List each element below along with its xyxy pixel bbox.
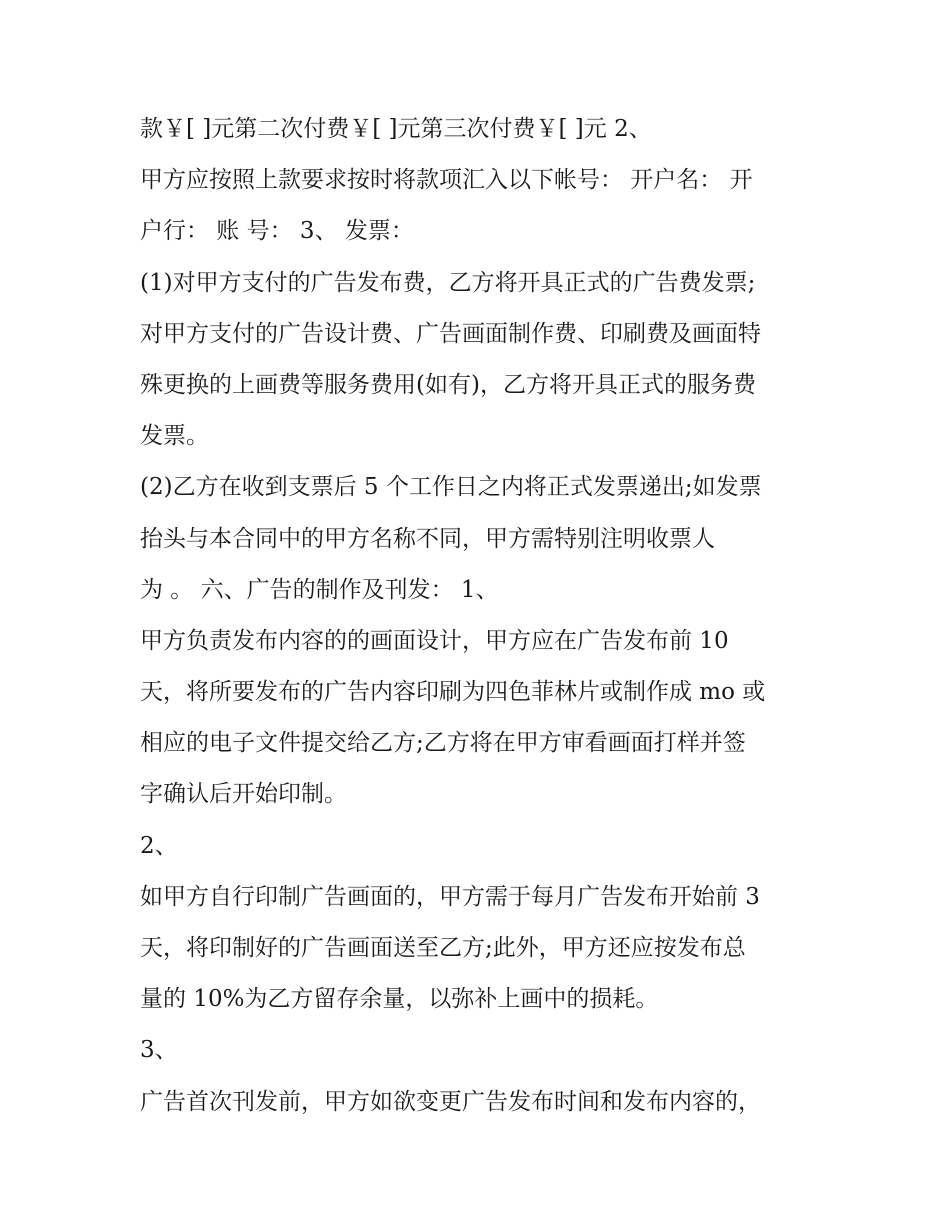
text-line: (1)对甲方支付的广告发布费，乙方将开具正式的广告费发票; — [140, 269, 756, 296]
text-line: 户行： 账 号： 3、 发票： — [140, 218, 414, 245]
text-line: (2)乙方在收到支票后 5 个工作日之内将正式发票递出;如发票 — [140, 474, 762, 501]
text-line: 为 。 六、广告的制作及刊发： 1、 — [140, 576, 499, 603]
text-line: 殊更换的上画费等服务费用(如有)，乙方将开具正式的服务费 — [140, 371, 756, 398]
text-line: 天，将所要发布的广告内容印刷为四色菲林片或制作成 mo 或 — [140, 679, 766, 706]
text-line: 量的 10%为乙方留存余量，以弥补上画中的损耗。 — [140, 986, 659, 1013]
text-line: 广告首次刊发前，甲方如欲变更广告发布时间和发布内容的， — [140, 1088, 761, 1115]
text-line: 3、 — [140, 1037, 178, 1064]
text-line: 甲方负责发布内容的的画面设计，甲方应在广告发布前 10 — [140, 627, 729, 654]
text-line: 款￥[ ]元第二次付费￥[ ]元第三次付费￥[ ]元 2、 — [140, 116, 652, 142]
text-line: 如甲方自行印制广告画面的，甲方需于每月广告发布开始前 3 — [140, 883, 760, 910]
text-line: 对甲方支付的广告设计费、广告画面制作费、印刷费及画面特 — [140, 320, 761, 347]
text-line: 甲方应按照上款要求按时将款项汇入以下帐号： 开户名： 开 — [140, 167, 753, 194]
text-line: 天，将印制好的广告画面送至乙方;此外，甲方还应按发布总 — [140, 935, 746, 961]
contract-body — [140, 107, 820, 1131]
text-line: 相应的电子文件提交给乙方;乙方将在甲方审看画面打样并签 — [140, 730, 746, 757]
text-line: 发票。 — [140, 423, 209, 450]
text-line: 2、 — [140, 832, 178, 859]
text-line: 抬头与本合同中的甲方名称不同，甲方需特别注明收票人 — [140, 525, 715, 552]
text-line: 字确认后开始印制。 — [140, 781, 347, 808]
